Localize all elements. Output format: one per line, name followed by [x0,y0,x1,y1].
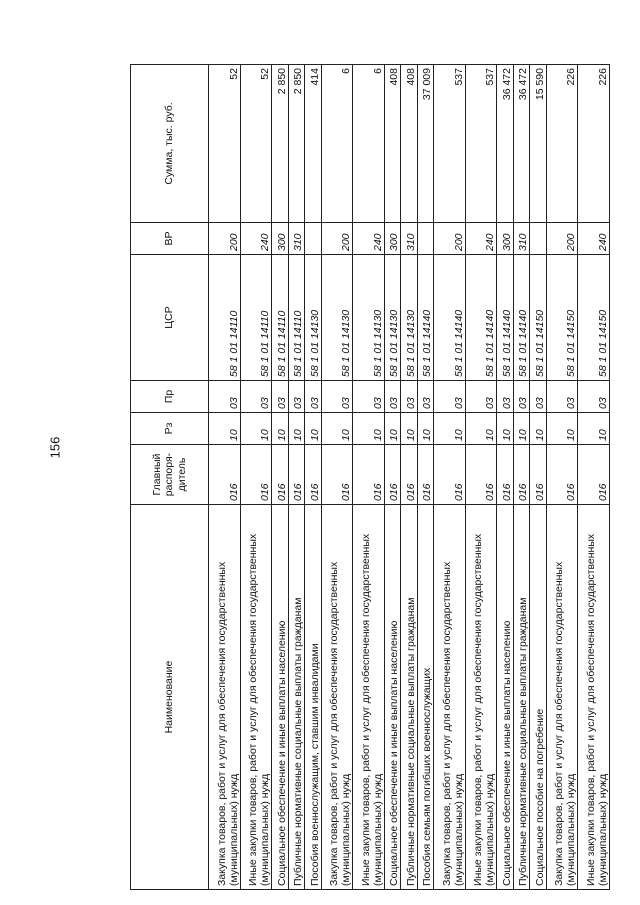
cell-manager: 016 [465,445,497,505]
cell-pr: 03 [240,381,272,413]
cell-csr: 58 1 01 14140 [465,255,497,381]
cell-csr: 58 1 01 14150 [578,255,610,381]
table-row [353,65,385,890]
cell-vr: 240 [353,223,385,255]
cell-csr: 58 1 01 14130 [353,255,385,381]
cell-sum: 414 [305,65,321,223]
cell-sum: 2 850 [272,65,288,223]
cell-pr: 03 [417,381,433,413]
cell-name: Социальное пособие на погребение [530,505,546,890]
cell-sum: 6 [353,65,385,223]
cell-rz: 10 [240,413,272,445]
cell-pr: 03 [578,381,610,413]
table-row [209,65,241,890]
cell-name: Иные закупки товаров, работ и услуг для обеспечения государственных (муниципальных) нужд [353,505,385,890]
cell-sum: 52 [240,65,272,223]
cell-name: Социальное обеспечение и иные выплаты населению [272,505,288,890]
cell-manager: 016 [353,445,385,505]
cell-manager: 016 [321,445,353,505]
cell-rz: 10 [497,413,513,445]
cell-vr: 200 [321,223,353,255]
table-row [578,65,610,890]
cell-vr: 240 [465,223,497,255]
cell-csr: 58 1 01 14150 [546,255,578,381]
cell-rz: 10 [384,413,400,445]
cell-pr: 03 [305,381,321,413]
cell-rz: 10 [305,413,321,445]
cell-sum: 6 [321,65,353,223]
header-vr: ВР [131,223,209,255]
cell-manager: 016 [578,445,610,505]
cell-csr: 58 1 01 14130 [321,255,353,381]
cell-name: Иные закупки товаров, работ и услуг для обеспечения государственных (муниципальных) нужд [240,505,272,890]
cell-sum: 2 850 [288,65,304,223]
table-body [209,65,610,890]
cell-pr: 03 [513,381,529,413]
cell-manager: 016 [513,445,529,505]
table-row [321,65,353,890]
table-row [434,65,466,890]
cell-manager: 016 [288,445,304,505]
cell-pr: 03 [465,381,497,413]
cell-sum: 537 [434,65,466,223]
header-rz: Рз [131,413,209,445]
cell-csr: 58 1 01 14110 [209,255,241,381]
table-row [465,65,497,890]
header-manager: Главный распоря-дитель [131,445,209,505]
table-row [272,65,288,890]
cell-vr: 310 [288,223,304,255]
cell-sum: 537 [465,65,497,223]
cell-csr: 58 1 01 14130 [305,255,321,381]
cell-pr: 03 [209,381,241,413]
cell-rz: 10 [530,413,546,445]
cell-rz: 10 [417,413,433,445]
cell-pr: 03 [546,381,578,413]
cell-rz: 10 [353,413,385,445]
cell-manager: 016 [546,445,578,505]
cell-rz: 10 [401,413,417,445]
cell-csr: 58 1 01 14140 [497,255,513,381]
cell-name: Закупка товаров, работ и услуг для обеспечения государственных (муниципальных) нужд [321,505,353,890]
cell-name: Пособия военнослужащим, ставшим инвалидами [305,505,321,890]
header-name: Наименование [131,505,209,890]
cell-name: Публичные нормативные социальные выплаты гражданам [401,505,417,890]
cell-vr [305,223,321,255]
cell-pr: 03 [530,381,546,413]
cell-vr [417,223,433,255]
cell-vr: 200 [434,223,466,255]
cell-csr: 58 1 01 14130 [384,255,400,381]
table-row [497,65,513,890]
cell-vr: 300 [497,223,513,255]
cell-sum: 37 009 [417,65,433,223]
cell-rz: 10 [465,413,497,445]
cell-sum: 52 [209,65,241,223]
cell-name: Иные закупки товаров, работ и услуг для обеспечения государственных (муниципальных) нужд [465,505,497,890]
cell-vr: 300 [384,223,400,255]
cell-manager: 016 [530,445,546,505]
cell-vr: 300 [272,223,288,255]
cell-csr: 58 1 01 14110 [240,255,272,381]
cell-manager: 016 [272,445,288,505]
cell-pr: 03 [353,381,385,413]
cell-pr: 03 [401,381,417,413]
cell-name: Закупка товаров, работ и услуг для обеспечения государственных (муниципальных) нужд [434,505,466,890]
cell-pr: 03 [497,381,513,413]
header-sum: Сумма, тыс. руб. [131,65,209,223]
table-row [384,65,400,890]
cell-name: Пособия семьям погибших военнослужащих [417,505,433,890]
cell-pr: 03 [434,381,466,413]
cell-sum: 226 [578,65,610,223]
cell-rz: 10 [513,413,529,445]
cell-rz: 10 [288,413,304,445]
cell-rz: 10 [546,413,578,445]
cell-name: Иные закупки товаров, работ и услуг для обеспечения государственных (муниципальных) нужд [578,505,610,890]
cell-rz: 10 [578,413,610,445]
cell-csr: 58 1 01 14150 [530,255,546,381]
cell-vr: 310 [513,223,529,255]
cell-sum: 226 [546,65,578,223]
cell-manager: 016 [434,445,466,505]
cell-pr: 03 [288,381,304,413]
cell-csr: 58 1 01 14140 [417,255,433,381]
table-row [530,65,546,890]
rotated-table-content [130,65,610,890]
cell-sum: 15 590 [530,65,546,223]
cell-manager: 016 [240,445,272,505]
cell-vr: 240 [578,223,610,255]
cell-manager: 016 [384,445,400,505]
cell-pr: 03 [272,381,288,413]
cell-sum: 408 [401,65,417,223]
table-row [401,65,417,890]
table-row [513,65,529,890]
cell-rz: 10 [321,413,353,445]
cell-pr: 03 [321,381,353,413]
cell-rz: 10 [209,413,241,445]
cell-vr: 310 [401,223,417,255]
cell-csr: 58 1 01 14140 [513,255,529,381]
cell-rz: 10 [434,413,466,445]
cell-sum: 36 472 [497,65,513,223]
cell-csr: 58 1 01 14110 [288,255,304,381]
cell-vr [530,223,546,255]
table-row [288,65,304,890]
cell-sum: 408 [384,65,400,223]
cell-name: Социальное обеспечение и иные выплаты населению [497,505,513,890]
cell-manager: 016 [401,445,417,505]
cell-vr: 200 [209,223,241,255]
cell-csr: 58 1 01 14110 [272,255,288,381]
cell-name: Публичные нормативные социальные выплаты гражданам [288,505,304,890]
cell-rz: 10 [272,413,288,445]
cell-name: Закупка товаров, работ и услуг для обеспечения государственных (муниципальных) нужд [546,505,578,890]
cell-name: Публичные нормативные социальные выплаты гражданам [513,505,529,890]
cell-vr: 200 [546,223,578,255]
table-row [546,65,578,890]
cell-name: Социальное обеспечение и иные выплаты населению [384,505,400,890]
cell-vr: 240 [240,223,272,255]
cell-sum: 36 472 [513,65,529,223]
cell-csr: 58 1 01 14130 [401,255,417,381]
cell-manager: 016 [417,445,433,505]
cell-manager: 016 [305,445,321,505]
header-pr: Пр [131,381,209,413]
page-number: 156 [47,436,63,459]
budget-table [130,64,610,890]
table-row [305,65,321,890]
header-csr: ЦСР [131,255,209,381]
cell-csr: 58 1 01 14140 [434,255,466,381]
table-header-row [131,65,209,890]
table-row [240,65,272,890]
cell-pr: 03 [384,381,400,413]
rotated-table-container [130,65,610,890]
table-row [417,65,433,890]
cell-manager: 016 [209,445,241,505]
cell-name: Закупка товаров, работ и услуг для обеспечения государственных (муниципальных) нужд [209,505,241,890]
cell-manager: 016 [497,445,513,505]
